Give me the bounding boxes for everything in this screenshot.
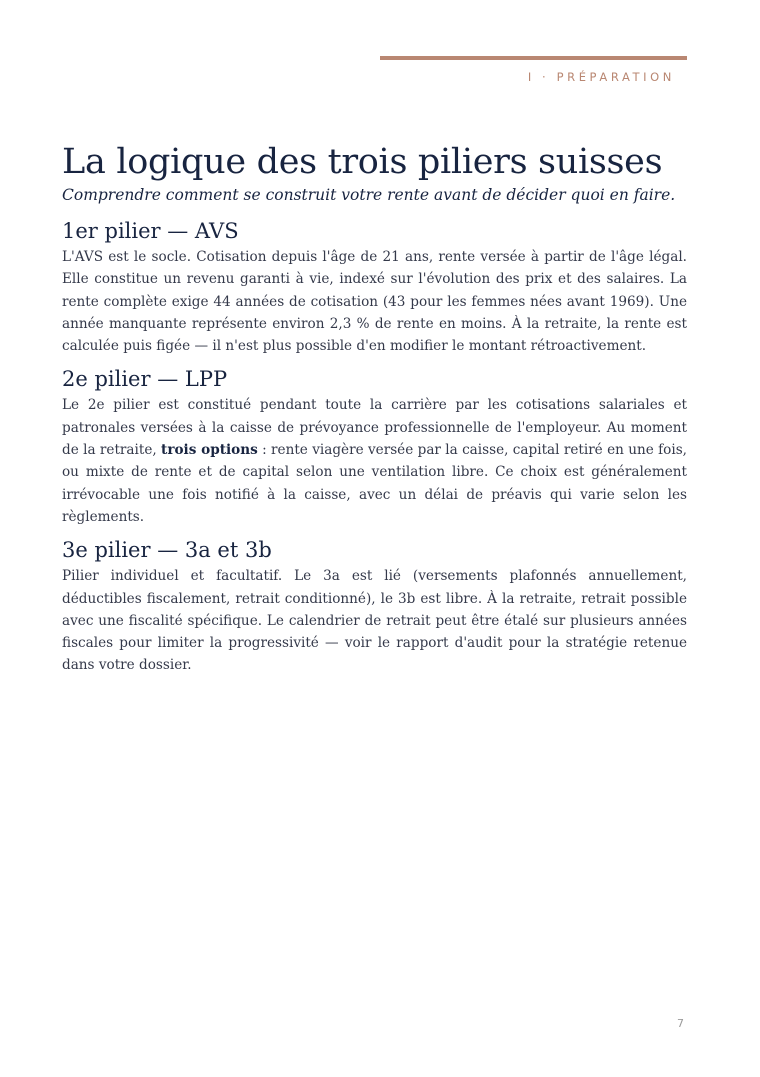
emphasis-text: trois options bbox=[161, 442, 258, 459]
section-lpp bbox=[62, 364, 687, 528]
page-title: La logique des trois piliers suisses bbox=[62, 142, 663, 182]
section-avs bbox=[62, 216, 687, 357]
page-number: 7 bbox=[677, 1017, 684, 1030]
section-body: Pilier individuel et facultatif. Le 3a est lié (versements plafonnés annuellement, déductibles fiscalement, retrait conditionné), le 3b est libre. À la retraite, retrait possible avec une fiscalité spécifique. Le calendrier de retrait peut être étalé sur plusieurs années fiscales pour limiter la progressivité — voir le rapport d'audit pour la stratégie retenue dans votre dossier. bbox=[62, 568, 687, 674]
header-rule bbox=[380, 56, 687, 60]
section-heading: 3e pilier — 3a et 3b bbox=[62, 538, 272, 563]
section-heading: 1er pilier — AVS bbox=[62, 219, 239, 243]
body-text: : rente viagère versée par la caisse, capital retiré en une fois, ou mixte de rente et de capital selon une ventilation libre. Ce choix est généralement irrévocable une fois notifié à la caisse, avec un délai de préavis qui varie selon les règlements. bbox=[62, 442, 687, 525]
page-subtitle: Comprendre comment se construit votre rente avant de décider quoi en faire. bbox=[62, 186, 676, 204]
section-body bbox=[62, 394, 687, 528]
body-text: Le 2e pilier est constitué pendant toute la carrière par les cotisations salariales et patronales versées à la caisse de prévoyance professionnelle de l'employeur. Au moment de la retraite, bbox=[62, 397, 687, 459]
section-third-pillar bbox=[62, 535, 687, 676]
running-header: I · PRÉPARATION bbox=[527, 70, 675, 84]
section-heading: 2e pilier — LPP bbox=[62, 367, 228, 392]
page-content bbox=[62, 140, 687, 677]
section-body: L'AVS est le socle. Cotisation depuis l'âge de 21 ans, rente versée à partir de l'âge légal. Elle constitue un revenu garanti à vie, indexé sur l'évolution des prix et des salaires. La rente complète exige 44 années de cotisation (43 pour les femmes nées avant 1969). Une année manquante représente environ 2,3 % de rente en moins. À la retraite, la rente est calculée puis figée — il n'est plus possible d'en modifier le montant rétroactivement. bbox=[62, 249, 687, 355]
